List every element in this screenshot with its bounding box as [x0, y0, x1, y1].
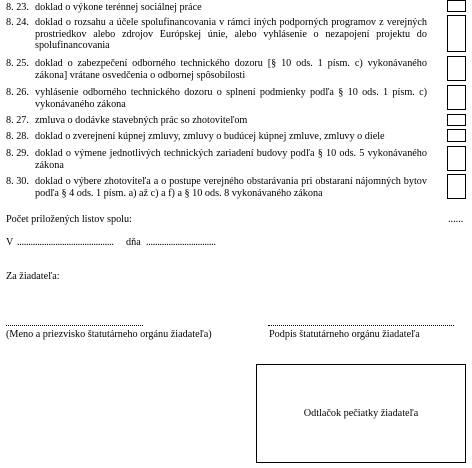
- item-number: 8. 24.: [6, 17, 29, 28]
- item-text: doklad o výbere zhotoviteľa a o postupe verejného obstarávania pri obstaraní nájomných bytov podľa § 4 ods. 1 písm. a) až c) a f) a § 10 ods. 8 vykonávaného zákona: [35, 176, 427, 199]
- date-field[interactable]: ...............................: [146, 237, 216, 248]
- applicant-label: Za žiadateľa:: [6, 271, 60, 282]
- item-text: doklad o zverejnení kúpnej zmluvy, zmluvy o budúcej kúpnej zmluve, zmluvy o diele: [35, 131, 385, 142]
- checkbox-8-28[interactable]: [447, 129, 466, 142]
- place-field[interactable]: ...........................................: [17, 237, 114, 248]
- item-text: doklad o výmene jednotlivých technických zariadení budovy podľa § 10 ods. 5 vykonávaného zákona: [35, 148, 427, 171]
- item-number: 8. 25.: [6, 58, 29, 69]
- item-number: 8. 27.: [6, 115, 29, 126]
- attachment-count-label: Počet priložených listov spolu:: [6, 214, 132, 225]
- stamp-box: [256, 364, 466, 463]
- item-text: vyhlásenie odborného technického dozoru o splnení podmienky podľa § 10 ods. 1 písm. c) vykonávaného zákona: [35, 87, 427, 110]
- attachment-count-field[interactable]: ......: [448, 214, 464, 225]
- checkbox-8-24[interactable]: [447, 15, 466, 52]
- item-text: doklad o výkone terénnej sociálnej práce: [35, 2, 202, 13]
- date-label: dňa: [126, 237, 141, 248]
- signature-line[interactable]: [268, 325, 454, 326]
- stamp-caption: Odtlačok pečiatky žiadateľa: [303, 407, 419, 419]
- checkbox-8-29[interactable]: [447, 146, 466, 171]
- item-number: 8. 26.: [6, 87, 29, 98]
- place-prefix: V: [6, 237, 14, 248]
- item-number: 8. 30.: [6, 176, 29, 187]
- checkbox-8-27[interactable]: [447, 114, 466, 126]
- item-text: zmluva o dodávke stavebných prác so zhotoviteľom: [35, 115, 248, 126]
- item-number: 8. 23.: [6, 2, 29, 13]
- name-signature-line[interactable]: [6, 325, 143, 326]
- item-text: doklad o zabezpečení odborného technického dozoru [§ 10 ods. 1 písm. c) vykonávaného zákona] vrátane osvedčenia o odbornej spôsobilosti: [35, 58, 427, 81]
- item-number: 8. 29.: [6, 148, 29, 159]
- checkbox-8-30[interactable]: [447, 174, 466, 199]
- checkbox-8-25[interactable]: [447, 56, 466, 81]
- signature-caption: Podpis štatutárneho orgánu žiadateľa: [269, 329, 420, 340]
- checkbox-8-26[interactable]: [447, 85, 466, 110]
- name-caption: (Meno a priezvisko štatutárneho orgánu žiadateľa): [6, 329, 212, 340]
- item-text: doklad o rozsahu a účele spolufinancovania v rámci iných podporných programov z verejných prostriedkov alebo zdrojov Európskej únie, alebo vyhlásenie o nezapojení projektu do spolufinancovania: [35, 17, 427, 52]
- checkbox-8-23[interactable]: [447, 0, 466, 12]
- item-number: 8. 28.: [6, 131, 29, 142]
